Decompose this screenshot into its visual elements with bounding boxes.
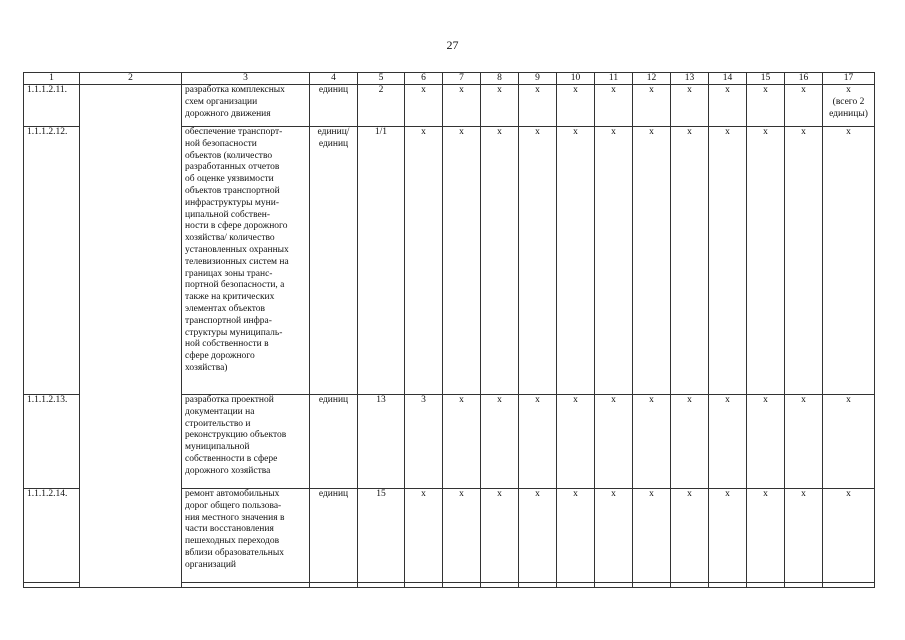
row-number: 1.1.1.2.11. — [24, 85, 80, 127]
value-cell: х — [709, 127, 747, 395]
value-cell: х — [443, 85, 481, 127]
column-header: 1 — [24, 73, 80, 85]
column-header: 2 — [80, 73, 182, 85]
empty-cell — [182, 583, 310, 588]
value-cell: х — [519, 127, 557, 395]
value-cell: х — [405, 489, 443, 583]
column-header: 10 — [557, 73, 595, 85]
value-cell: 1/1 — [358, 127, 405, 395]
value-cell: х — [595, 489, 633, 583]
empty-cell — [481, 583, 519, 588]
value-cell: х — [595, 395, 633, 489]
value-cell: х — [785, 395, 823, 489]
empty-cell — [823, 583, 875, 588]
column-header: 7 — [443, 73, 481, 85]
value-cell: х — [671, 85, 709, 127]
value-cell: х — [405, 127, 443, 395]
empty-cell — [747, 583, 785, 588]
row-number: 1.1.1.2.13. — [24, 395, 80, 489]
empty-cell — [24, 583, 80, 588]
value-cell: х — [443, 489, 481, 583]
empty-cell — [443, 583, 481, 588]
value-cell: х — [823, 395, 875, 489]
row-unit: единиц — [310, 85, 358, 127]
empty-cell — [785, 583, 823, 588]
value-cell: х — [557, 127, 595, 395]
indicators-table — [23, 72, 875, 588]
value-cell: х — [709, 489, 747, 583]
empty-cell — [709, 583, 747, 588]
value-cell: х — [823, 127, 875, 395]
value-cell: х — [481, 395, 519, 489]
column-header: 4 — [310, 73, 358, 85]
value-cell: 13 — [358, 395, 405, 489]
column-header: 16 — [785, 73, 823, 85]
column-header: 13 — [671, 73, 709, 85]
value-cell: х — [633, 85, 671, 127]
column-header: 12 — [633, 73, 671, 85]
value-cell: х — [481, 127, 519, 395]
value-cell: х — [481, 489, 519, 583]
empty-cell — [405, 583, 443, 588]
value-cell: х — [671, 127, 709, 395]
value-cell: х — [519, 85, 557, 127]
value-cell: х — [747, 127, 785, 395]
value-cell: х — [785, 127, 823, 395]
value-cell: х — [785, 85, 823, 127]
value-cell: х — [557, 85, 595, 127]
column-header: 3 — [182, 73, 310, 85]
value-cell: х — [443, 395, 481, 489]
value-cell: х — [633, 489, 671, 583]
row-number: 1.1.1.2.14. — [24, 489, 80, 583]
value-cell: х — [823, 489, 875, 583]
value-cell: 3 — [405, 395, 443, 489]
value-cell: х — [671, 489, 709, 583]
column-header: 6 — [405, 73, 443, 85]
value-cell: х — [671, 395, 709, 489]
column-header: 5 — [358, 73, 405, 85]
empty-cell — [519, 583, 557, 588]
column-header: 15 — [747, 73, 785, 85]
column-header: 17 — [823, 73, 875, 85]
merged-empty-cell — [80, 85, 182, 588]
row-description: разработка проектной документации на строительство и реконструкцию объектов муниципальной собственности в сфере дорожного хозяйства — [182, 395, 310, 489]
page-number: 27 — [446, 38, 459, 52]
row-unit: единиц — [310, 489, 358, 583]
value-cell: х — [709, 395, 747, 489]
value-cell: х (всего 2 единицы) — [823, 85, 875, 127]
value-cell: х — [747, 85, 785, 127]
value-cell: 2 — [358, 85, 405, 127]
empty-cell — [310, 583, 358, 588]
value-cell: 15 — [358, 489, 405, 583]
value-cell: х — [443, 127, 481, 395]
table-row — [24, 85, 875, 127]
value-cell: х — [519, 395, 557, 489]
column-header: 11 — [595, 73, 633, 85]
value-cell: х — [595, 127, 633, 395]
empty-cell — [358, 583, 405, 588]
value-cell: х — [633, 127, 671, 395]
row-description: обеспечение транспорт- ной безопасности объектов (количество разработанных отчетов об оценке уязвимости объектов транспортной инфраструктуры муни- ципальной собствен- ности в сфере дорожного хозяйства/ количество установленных охранных телевизионных систем на границах зоны транс- портной безопасности, а также на критических элементах объектов транспортной инфра- структуры муниципаль- ной собственности в сфере дорожного хозяйства) — [182, 127, 310, 395]
row-number: 1.1.1.2.12. — [24, 127, 80, 395]
value-cell: х — [747, 395, 785, 489]
row-description: ремонт автомобильных дорог общего пользова- ния местного значения в части восстановления пешеходных переходов вблизи образовательных организаций — [182, 489, 310, 583]
value-cell: х — [557, 395, 595, 489]
empty-cell — [633, 583, 671, 588]
row-description: разработка комплексных схем организации дорожного движения — [182, 85, 310, 127]
row-unit: единиц — [310, 395, 358, 489]
empty-cell — [671, 583, 709, 588]
value-cell: х — [405, 85, 443, 127]
row-unit: единиц/ единиц — [310, 127, 358, 395]
value-cell: х — [595, 85, 633, 127]
value-cell: х — [557, 489, 595, 583]
value-cell: х — [481, 85, 519, 127]
value-cell: х — [747, 489, 785, 583]
value-cell: х — [633, 395, 671, 489]
empty-cell — [557, 583, 595, 588]
value-cell: х — [519, 489, 557, 583]
column-header: 14 — [709, 73, 747, 85]
header-row — [24, 73, 875, 85]
value-cell: х — [785, 489, 823, 583]
value-cell: х — [709, 85, 747, 127]
column-header: 8 — [481, 73, 519, 85]
column-header: 9 — [519, 73, 557, 85]
empty-cell — [595, 583, 633, 588]
